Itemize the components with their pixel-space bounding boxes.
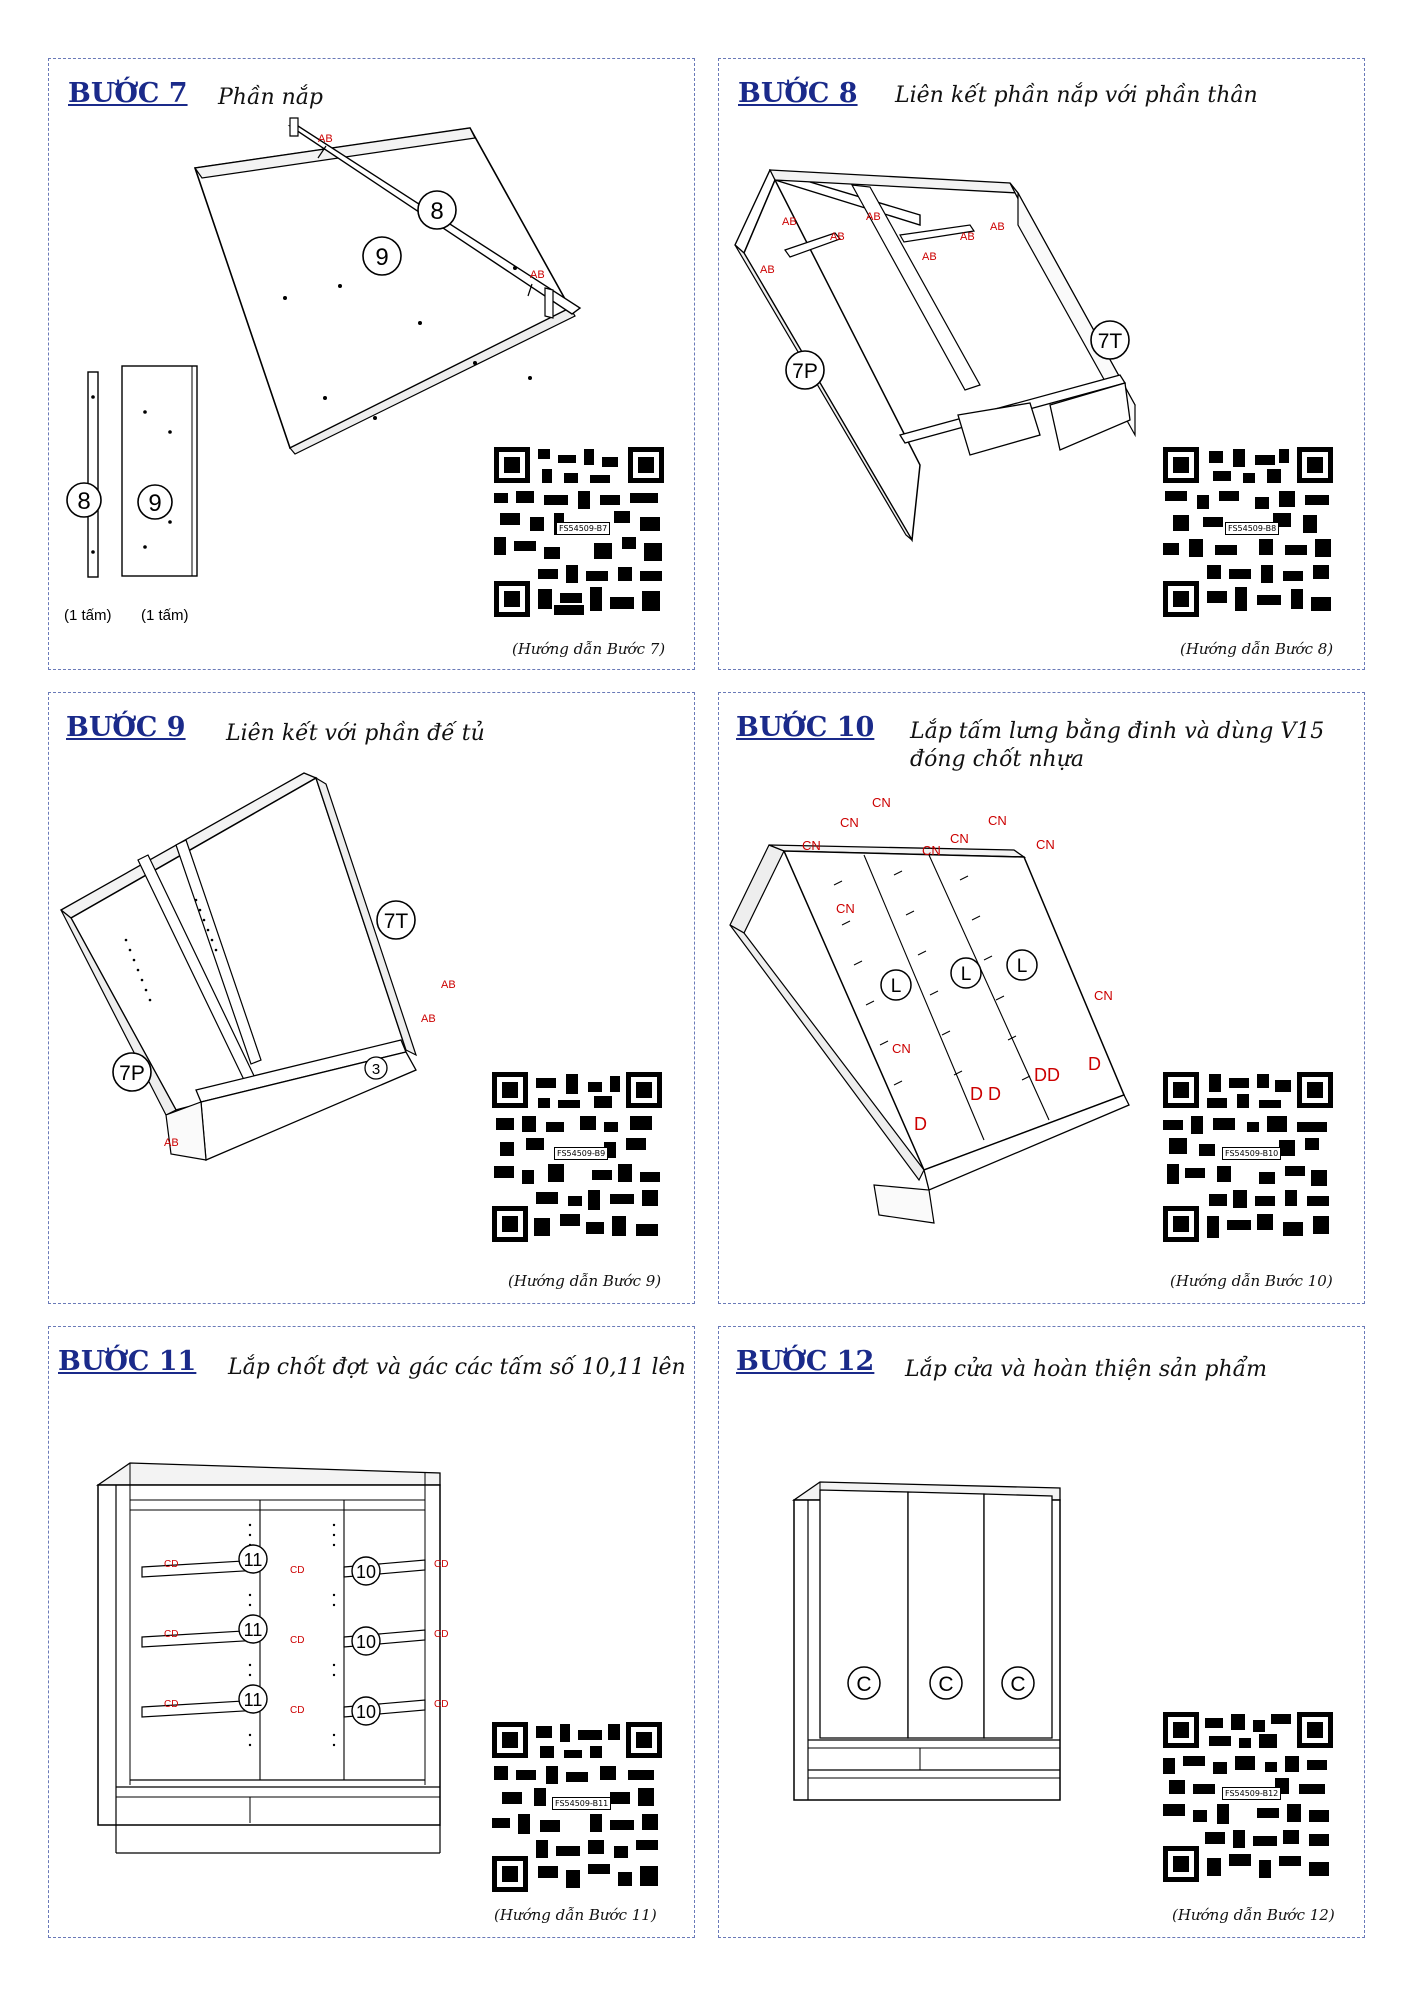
- ab-marker: AB: [421, 1013, 436, 1025]
- svg-text:L: L: [960, 964, 972, 985]
- step-12-title: BƯỚC 12: [736, 1346, 875, 1377]
- part-8-label: [67, 483, 101, 517]
- step-7-parts-drawing: [60, 362, 220, 582]
- panel-7p-callout: [113, 1053, 151, 1091]
- cd-marker: CD: [290, 1705, 305, 1716]
- part-9-callout: [363, 237, 401, 275]
- svg-text:7T: 7T: [1097, 330, 1123, 353]
- dd-marker: DD: [1034, 1065, 1060, 1085]
- step-10-drawing: [724, 795, 1144, 1225]
- panel-7p-callout: [786, 351, 824, 389]
- ab-marker: AB: [830, 231, 845, 243]
- step-10-qr-code-label: FS54509-B10: [1222, 1147, 1281, 1160]
- step-10-description-line-2: đóng chốt nhựa: [910, 747, 1084, 772]
- ab-marker: AB: [318, 133, 333, 145]
- svg-text:11: 11: [243, 1550, 263, 1570]
- base-3-callout: [365, 1057, 387, 1079]
- step-11-description: Lắp chốt đợt và gác các tấm số 10,11 lên: [228, 1355, 686, 1380]
- part-9-count: (1 tấm): [141, 607, 189, 624]
- step-7-qr-code-label: FS54509-B7: [556, 522, 610, 535]
- shelf-10-callout: [352, 1557, 380, 1585]
- door-c-callout: [1002, 1667, 1034, 1699]
- step-10-title: BƯỚC 10: [736, 712, 875, 743]
- back-panel-l-callout: [1007, 950, 1037, 980]
- step-11-title: BƯỚC 11: [58, 1346, 197, 1377]
- svg-text:8: 8: [77, 488, 91, 515]
- panel-7t-callout: [1091, 321, 1129, 359]
- d-marker: D: [988, 1084, 1001, 1104]
- cd-marker: CD: [164, 1559, 179, 1570]
- d-marker: D: [1088, 1054, 1101, 1074]
- ab-marker: AB: [441, 979, 456, 991]
- cn-marker: CN: [836, 901, 855, 916]
- shelf-11-callout: [239, 1685, 267, 1713]
- step-7-guide-link[interactable]: (Hướng dẫn Bước 7): [512, 640, 666, 658]
- svg-text:10: 10: [355, 1632, 377, 1652]
- step-7-drawing: [190, 118, 750, 448]
- step-9-description: Liên kết với phần đế tủ: [226, 721, 485, 746]
- step-12-drawing: [790, 1478, 1070, 1808]
- door-c-callout: [848, 1667, 880, 1699]
- svg-text:L: L: [890, 976, 902, 997]
- ab-marker: AB: [990, 221, 1005, 233]
- step-12-qr-code-label: FS54509-B12: [1222, 1787, 1281, 1800]
- ab-marker: AB: [760, 264, 775, 276]
- ab-marker: AB: [960, 231, 975, 243]
- svg-text:C: C: [1010, 1673, 1026, 1696]
- cn-marker: CN: [950, 831, 969, 846]
- step-11-drawing: [90, 1455, 470, 1865]
- cd-marker: CD: [434, 1629, 449, 1640]
- svg-text:L: L: [1016, 956, 1028, 977]
- cn-marker: CN: [872, 795, 891, 810]
- ab-marker: AB: [866, 211, 881, 223]
- step-9-drawing: [56, 770, 476, 1170]
- part-8-count: (1 tấm): [64, 607, 112, 624]
- svg-text:9: 9: [148, 490, 162, 517]
- cd-marker: CD: [290, 1635, 305, 1646]
- step-10-guide-link[interactable]: (Hướng dẫn Bước 10): [1170, 1272, 1333, 1290]
- step-12-guide-link[interactable]: (Hướng dẫn Bước 12): [1172, 1906, 1335, 1924]
- cd-marker: CD: [434, 1559, 449, 1570]
- shelf-11-callout: [239, 1615, 267, 1643]
- step-7-description: Phần nắp: [218, 85, 323, 110]
- cn-marker: CN: [1094, 988, 1113, 1003]
- svg-text:C: C: [938, 1673, 954, 1696]
- cn-marker: CN: [922, 843, 941, 858]
- svg-text:9: 9: [375, 244, 389, 271]
- cn-marker: CN: [802, 838, 821, 853]
- shelf-10-callout: [352, 1697, 380, 1725]
- door-c-callout: [930, 1667, 962, 1699]
- svg-text:7P: 7P: [119, 1062, 145, 1085]
- ab-marker: AB: [530, 269, 545, 281]
- back-panel-l-callout: [881, 970, 911, 1000]
- ab-marker: AB: [922, 251, 937, 263]
- step-12-description: Lắp cửa và hoàn thiện sản phẩm: [905, 1357, 1268, 1382]
- back-panel-l-callout: [951, 958, 981, 988]
- cn-marker: CN: [1036, 837, 1055, 852]
- svg-text:11: 11: [243, 1620, 263, 1640]
- step-8-title: BƯỚC 8: [738, 78, 858, 109]
- svg-text:10: 10: [355, 1702, 377, 1722]
- shelf-10-callout: [352, 1627, 380, 1655]
- svg-text:10: 10: [355, 1562, 377, 1582]
- cn-marker: CN: [892, 1041, 911, 1056]
- step-8-description: Liên kết phần nắp với phần thân: [895, 83, 1258, 108]
- svg-text:7T: 7T: [383, 910, 409, 933]
- ab-marker: AB: [782, 216, 797, 228]
- d-marker: D: [970, 1084, 983, 1104]
- part-8-callout: [418, 191, 456, 229]
- cd-marker: CD: [290, 1565, 305, 1576]
- cd-marker: CD: [164, 1699, 179, 1710]
- step-8-drawing: [730, 165, 1150, 545]
- step-9-title: BƯỚC 9: [66, 712, 186, 743]
- step-9-guide-link[interactable]: (Hướng dẫn Bước 9): [508, 1272, 662, 1290]
- part-9-label: [138, 485, 172, 519]
- shelf-11-callout: [239, 1545, 267, 1573]
- step-8-qr-code-label: FS54509-B8: [1225, 522, 1279, 535]
- svg-text:11: 11: [243, 1690, 263, 1710]
- svg-text:C: C: [856, 1673, 872, 1696]
- step-9-qr-code-label: FS54509-B9: [554, 1147, 608, 1160]
- svg-text:7P: 7P: [792, 360, 818, 383]
- d-marker: D: [914, 1114, 927, 1134]
- cn-marker: CN: [988, 813, 1007, 828]
- svg-text:3: 3: [371, 1061, 381, 1078]
- step-8-guide-link[interactable]: (Hướng dẫn Bước 8): [1180, 640, 1334, 658]
- cd-marker: CD: [434, 1699, 449, 1710]
- cd-marker: CD: [164, 1629, 179, 1640]
- ab-marker: AB: [164, 1137, 179, 1149]
- panel-7t-callout: [377, 901, 415, 939]
- cn-marker: CN: [840, 815, 859, 830]
- step-11-guide-link[interactable]: (Hướng dẫn Bước 11): [494, 1906, 657, 1924]
- step-11-qr-code-label: FS54509-B11: [552, 1797, 611, 1810]
- step-10-description-line-1: Lắp tấm lưng bằng đinh và dùng V15: [910, 719, 1325, 744]
- svg-text:8: 8: [430, 198, 444, 225]
- step-7-title: BƯỚC 7: [68, 78, 188, 109]
